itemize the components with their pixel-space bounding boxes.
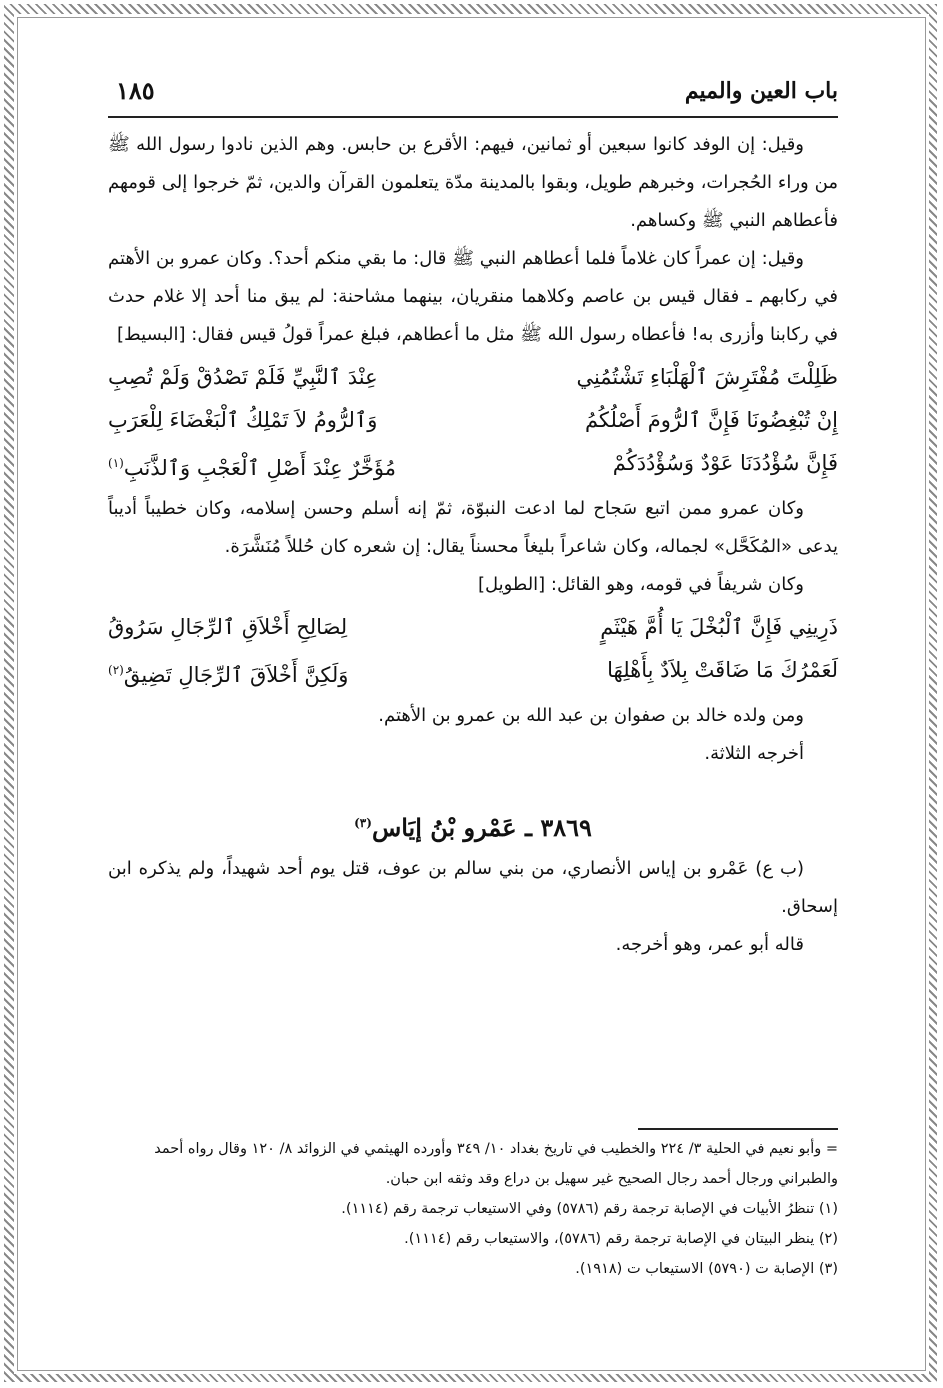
chapter-title: باب العين والميم <box>684 78 838 104</box>
hemistich-second: وَٱلرُّومُ لاَ تَمْلِكُ ٱلْبَغْضَاءَ لِلْعَرَبِ <box>108 408 378 432</box>
footnote: (١) تنظرُ الأبيات في الإصابة ترجمة رقم (٥٧٨٦) وفي الاستيعاب ترجمة رقم (١١١٤). <box>341 1201 838 1217</box>
verse-line <box>108 649 838 697</box>
main-text <box>108 126 838 964</box>
paragraph: وقيل: إن عمراً كان غلاماً فلما أعطاهم النبي ﷺ قال: ما بقي منكم أحد؟. وكان عمرو بن الأهتم في ركابهم ـ فقال قيس بن عاصم وكلاهما منقريان، بينهما مشاحنة: لم يبق منا أحد إلا غلام حدث في ركابنا وأزرى به! فأعطاه رسول الله ﷺ مثل ما أعطاهم، فبلغ عمراً قولُ قيس فقال: [البسيط] <box>108 248 838 345</box>
footnote-ref: (٣) <box>354 816 372 830</box>
verse-text: وَلَكِنَّ أَخْلاَقَ ٱلرِّجَالِ تَضِيقُ <box>123 663 349 687</box>
running-header <box>108 76 838 118</box>
hemistich-second: لِصَالِحِ أَخْلاَقِ ٱلرِّجَالِ سَرُوقُ <box>108 615 348 639</box>
hemistich-first: إِنْ تُبْغِضُونَا فَإِنَّ ٱلرُّومَ أَصْلُكُمُ <box>584 408 838 432</box>
paragraph: (ب ع) عَمْرو بن إياس الأنصاري، من بني سالم بن عوف، قتل يوم أحد شهيداً، ولم يذكره ابن إسحاق. <box>108 858 838 917</box>
footnote: (٢) ينظر البيتان في الإصابة ترجمة رقم (٥٧٨٦)، والاستيعاب رقم (١١١٤). <box>404 1231 838 1247</box>
book-page <box>108 70 838 1330</box>
hemistich-second <box>108 442 428 490</box>
verse-line <box>108 442 838 490</box>
hemistich-first: ذَرِينِي فَإِنَّ ٱلْبُخْلَ يَا أُمَّ هَيْثَمٍ <box>600 615 838 639</box>
entry-title-text: ٣٨٦٩ ـ عَمْرو بْنُ إيَاس <box>371 813 592 842</box>
paragraph: وكان شريفاً في قومه، وهو القائل: [الطويل] <box>477 574 804 595</box>
verse-text: مُؤَخَّرٌ عِنْدَ أَصْلِ ٱلْعَجْبِ وَٱلذَّنَبِ <box>123 456 396 480</box>
hemistich-second: عِنْدَ ٱلنَّبِيِّ فَلَمْ تَصْدُقْ وَلَمْ تُصِبِ <box>108 365 378 389</box>
page-number: ١٨٥ <box>116 76 155 105</box>
verse-line <box>108 399 838 442</box>
footnote-ref: (١) <box>108 456 124 470</box>
paragraph: وقيل: إن الوفد كانوا سبعين أو ثمانين، فيهم: الأقرع بن حابس. وهم الذين نادوا رسول الله ﷺ من وراء الحُجرات، وخبرهم طويل، وبقوا بالمدينة مدّة يتعلمون القرآن والدين، ثمّ خرجوا إلى قومهم فأعطاهم النبي ﷺ وكساهم. <box>108 134 838 231</box>
paragraph: ومن ولده خالد بن صفوان بن عبد الله بن عمرو بن الأهتم. <box>378 705 804 726</box>
footnote-ref: (٢) <box>108 663 124 677</box>
entry-heading <box>108 803 838 848</box>
hemistich-first: ظَلِلْتَ مُفْتَرِشَ ٱلْهَلْبَاءِ تَشْتُمُنِي <box>576 365 838 389</box>
footnote: (٣) الإصابة ت (٥٧٩٠) الاستيعاب ت (١٩١٨). <box>575 1261 838 1277</box>
hemistich-first: فَإِنَّ سُؤْدُدَنَا عَوْدٌ وَسُؤْدُدَكُمْ <box>612 451 838 475</box>
poem-tawil <box>108 606 838 697</box>
verse-line <box>108 356 838 399</box>
paragraph: وكان عمرو ممن اتبع سَجاح لما ادعت النبوّة، ثمّ إنه أسلم وحسن إسلامه، وكان خطيباً أديباً يدعى «المُكَحَّل» لجماله، وكان شاعراً بليغاً محسناً يقال: إن شعره كان حُللاً مُنَشَّرَة. <box>108 498 838 557</box>
footnote: = وأبو نعيم في الحلية ٣/ ٢٢٤ والخطيب في تاريخ بغداد ١٠/ ٣٤٩ وأورده الهيثمي في الزوائد ٨/ ١٢٠ وقال رواه أحمد والطبراني ورجال أحمد رجال الصحيح غير سهيل بن دراع وقد وثقه ابن حبان. <box>154 1141 838 1187</box>
paragraph: قاله أبو عمر، وهو أخرجه. <box>615 934 804 955</box>
hemistich-second <box>108 649 428 697</box>
poem-basit <box>108 356 838 490</box>
footnote-separator <box>638 1128 838 1130</box>
hemistich-first: لَعَمْرُكَ مَا ضَاقَتْ بِلاَدٌ بِأَهْلِهَا <box>607 658 838 682</box>
footnotes <box>108 1128 838 1284</box>
verse-line <box>108 606 838 649</box>
paragraph: أخرجه الثلاثة. <box>704 743 804 764</box>
